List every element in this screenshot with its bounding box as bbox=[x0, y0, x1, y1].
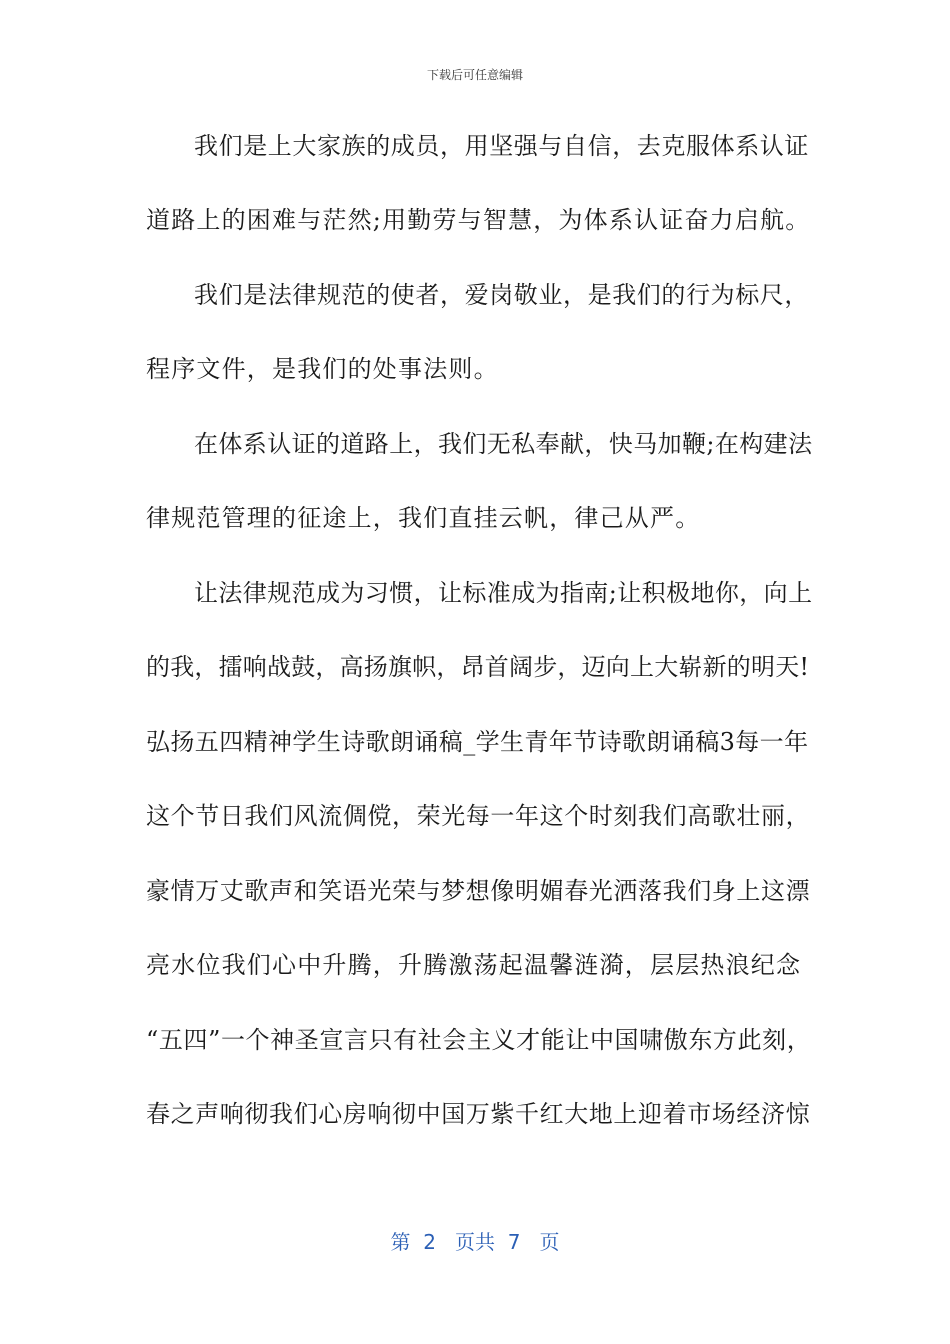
body-line-11: 豪情万丈歌声和笑语光荣与梦想像明媚春光洒落我们身上这漂 bbox=[146, 877, 811, 905]
body-line-7: 让法律规范成为习惯，让标准成为指南;让积极地你，向上 bbox=[194, 579, 813, 607]
page-header: 下载后可任意编辑 bbox=[426, 68, 523, 82]
body-line-14: 春之声响彻我们心房响彻中国万紫千红大地上迎着市场经济惊 bbox=[146, 1100, 811, 1128]
body-line-13: “五四”一个神圣宣言只有社会主义才能让中国啸傲东方此刻， bbox=[146, 1026, 812, 1054]
body-line-8: 的我，擂响战鼓，高扬旗帜，昂首阔步，迈向上大崭新的明天! bbox=[146, 653, 810, 681]
body-line-4: 程序文件，是我们的处事法则。 bbox=[146, 355, 499, 383]
body-line-2: 道路上的困难与茫然;用勤劳与智慧，为体系认证奋力启航。 bbox=[146, 206, 811, 234]
body-line-12: 亮水位我们心中升腾，升腾激荡起温馨涟漪，层层热浪纪念 bbox=[146, 951, 802, 979]
body-line-9: 弘扬五四精神学生诗歌朗诵稿_学生青年节诗歌朗诵稿3每一年 bbox=[146, 728, 809, 756]
body-line-3: 我们是法律规范的使者，爱岗敬业，是我们的行为标尺， bbox=[194, 281, 809, 309]
body-line-10: 这个节日我们风流倜傥，荣光每一年这个时刻我们高歌壮丽， bbox=[146, 802, 811, 830]
body-line-5: 在体系认证的道路上，我们无私奉献，快马加鞭;在构建法 bbox=[194, 430, 813, 458]
page-number-footer: 第 2 页共 7 页 bbox=[390, 1230, 560, 1254]
body-line-6: 律规范管理的征途上，我们直挂云帆，律己从严。 bbox=[146, 504, 701, 532]
body-line-1: 我们是上大家族的成员，用坚强与自信，去克服体系认证 bbox=[194, 132, 809, 160]
